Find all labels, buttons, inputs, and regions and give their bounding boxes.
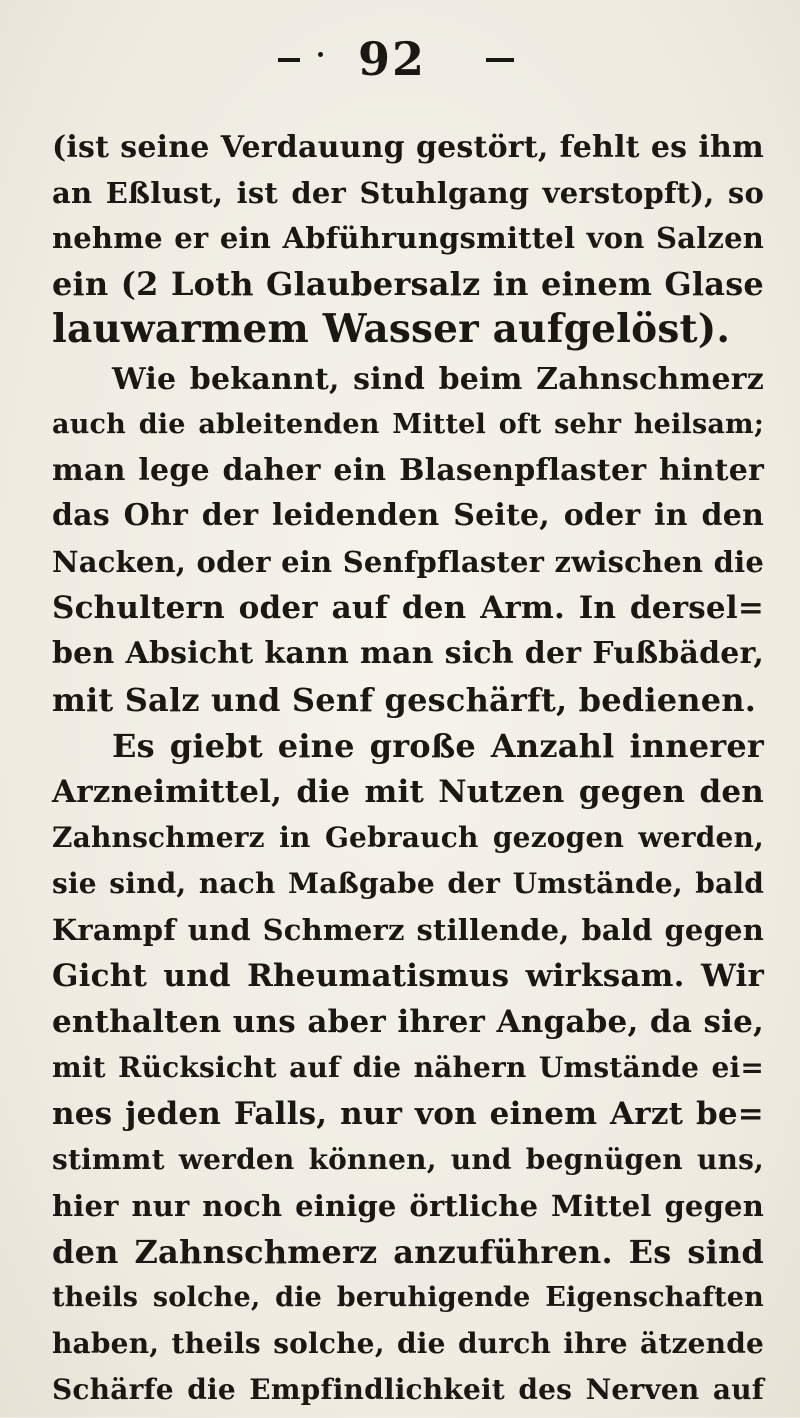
text-line: enthalten uns aber ihrer Angabe, da sie, [52, 1004, 764, 1040]
text-line: an Eßlust, ist der Stuhlgang verstopft), so [52, 176, 764, 210]
text-line: (ist seine Verdauung gestört, fehlt es ihm [52, 130, 764, 165]
page-number: 92 [358, 32, 427, 86]
text-line: ben Absicht kann man sich der Fußbäder, [52, 636, 764, 671]
text-line: sie sind, nach Maßgabe der Umstände, bald [52, 867, 764, 900]
text-line: das Ohr der leidenden Seite, oder in den [52, 498, 764, 533]
text-line: Schärfe die Empfindlichkeit des Nerven auf [52, 1373, 764, 1406]
text-line: theils solche, die beruhigende Eigenschaften [52, 1282, 764, 1313]
text-line: Es giebt eine große Anzahl innerer [112, 727, 764, 765]
text-line: Schultern oder auf den Arm. In dersel= [52, 590, 764, 626]
text-line: mit Salz und Senf geschärft, bedienen. [52, 681, 757, 719]
text-line: haben, theils solche, die durch ihre ätzende [52, 1327, 764, 1360]
text-line: ein (2 Loth Glaubersalz in einem Glase [52, 265, 764, 303]
text-line: man lege daher ein Blasenpflaster hinter [52, 453, 764, 488]
text-line: stimmt werden können, und begnügen uns, [52, 1143, 764, 1176]
text-line: mit Rücksicht auf die nähern Umstände ei= [52, 1051, 764, 1084]
text-line: Wie bekannt, sind beim Zahnschmerz [112, 362, 764, 397]
text-line: nes jeden Falls, nur von einem Arzt be= [52, 1096, 764, 1132]
text-line: Arzneimittel, die mit Nutzen gegen den [52, 774, 764, 810]
text-line: auch die ableitenden Mittel oft sehr heilsam; [52, 409, 764, 440]
text-line: den Zahnschmerz anzuführen. Es sind [52, 1233, 764, 1271]
text-line: nehme er ein Abführungsmittel von Salzen [52, 221, 764, 255]
text-line: hier nur noch einige örtliche Mittel gegen [52, 1189, 764, 1223]
text-line: Krampf und Schmerz stillende, bald gegen [52, 913, 764, 947]
text-line: Gicht und Rheumatismus wirksam. Wir [52, 958, 764, 994]
text-line: Nacken, oder ein Senfpflaster zwischen die [52, 545, 764, 579]
text-line: Zahnschmerz in Gebrauch gezogen werden, [52, 821, 764, 854]
text-line: lauwarmem Wasser aufgelöst). [52, 306, 731, 352]
